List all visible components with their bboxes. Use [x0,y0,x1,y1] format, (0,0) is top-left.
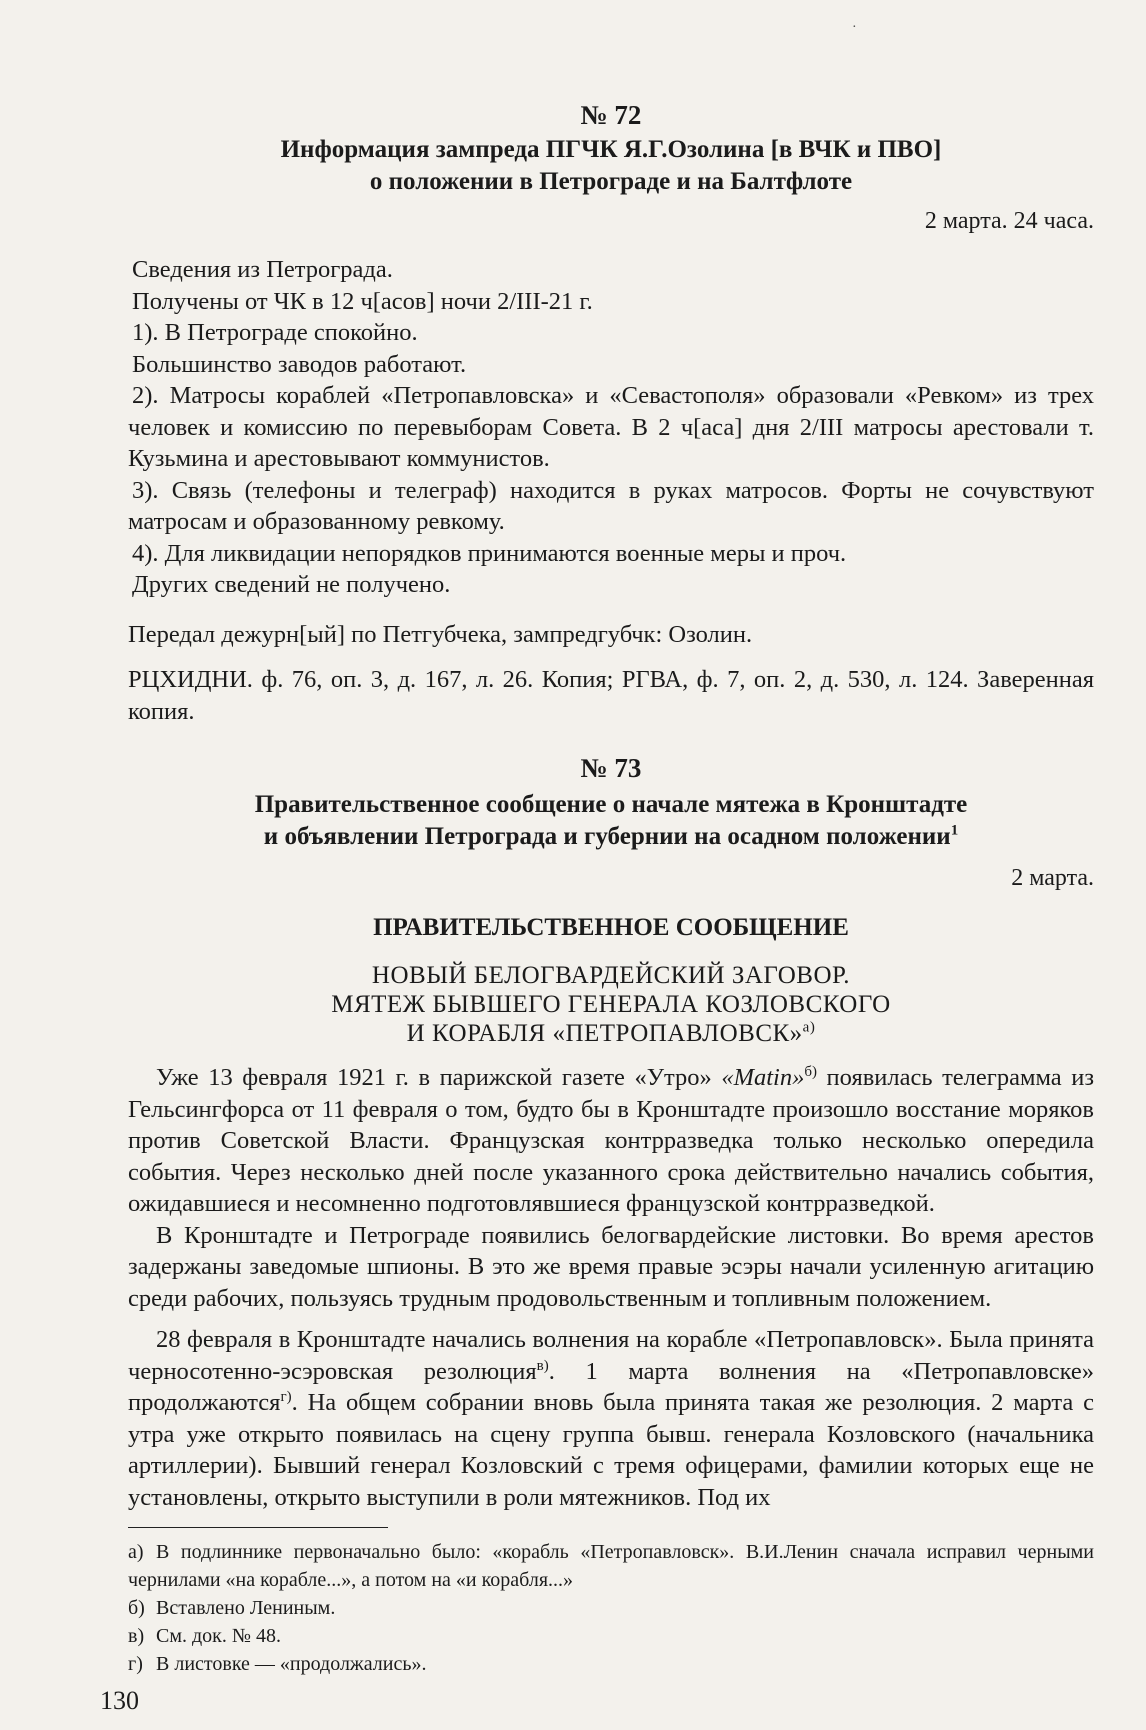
page-number: 130 [100,1686,139,1715]
doc73-title-line2-text: и объявлении Петрограда и губернии на осадном положении [263,823,951,850]
doc72-line3: 1). В Петрограде спокойно. [132,319,418,346]
doc73-paragraph3 [128,1324,1094,1513]
doc73-paragraph2: В Кронштадте и Петрограде появились белогвардейские листовки. Во время арестов задержаны заведомые шпионы. В это же время правые эсэры начали усиленную агитацию среди рабочих, пользуясь трудным продовольственным и топливным положением. [128,1221,1094,1312]
document-page [128,100,1094,1678]
doc73-paragraph3-note1: в) [536,1357,549,1374]
doc73-title-line2 [128,821,1094,853]
doc72-line4: Большинство заводов работают. [132,350,467,378]
doc73-number: № 73 [580,753,642,783]
doc73-subheading2: МЯТЕЖ БЫВШЕГО ГЕНЕРАЛА КОЗЛОВСКОГО [331,991,891,1018]
doc72-line2: Получены от ЧК в 12 ч[асов] ночи 2/III-21 г. [132,287,593,315]
footnote-a-text: В подлиннике первоначально было: «корабль «Петропавловск». В.И.Ленин сначала исправил черными чернилами «на корабле...», а потом на «и корабля...» [128,1541,1094,1591]
doc72-paragraph2: 2). Матросы кораблей «Петропавловска» и «Севастополя» образовали «Ревком» из трех человек и комиссию по перевыборам Совета. В 2 ч[аса] дня 2/III матросы арестовали т. Кузьмина и арестовывают коммунистов. [128,382,1094,472]
footnote-b-mark: б) [128,1597,145,1619]
doc72-line1: Сведения из Петрограда. [132,256,393,283]
doc72-date: 2 марта. 24 часа. [924,208,1094,234]
doc73-title-note: 1 [950,822,959,839]
doc73-subheading1: НОВЫЙ БЕЛОГВАРДЕЙСКИЙ ЗАГОВОР. [371,962,851,989]
doc73-subheading3 [128,1019,1094,1048]
footnote-v-text: См. док. № 48. [156,1625,281,1647]
print-mark: · [852,20,857,35]
footnote-g-text: В листовке — «продолжались». [156,1653,427,1675]
doc72-title-line1: Информация зампреда ПГЧК Я.Г.Озолина [в ВЧК и ПВО] [280,136,942,163]
doc73-paragraph1-start: Уже 13 февраля 1921 г. в парижской газете «Утро» [156,1064,722,1091]
footnote-g [128,1650,1094,1678]
doc73-heading: ПРАВИТЕЛЬСТВЕННОЕ СООБЩЕНИЕ [373,914,849,941]
doc72-title-line2: о положении в Петрограде и на Балтфлоте [369,168,853,195]
footnote-v-mark: в) [128,1625,145,1647]
footnote-b [128,1594,1094,1622]
doc73-paragraph1-rest: появилась телеграмма из Гельсингфорса от 11 февраля о том, будто бы в Кронштадте произошло восстание моряков против Советской Власти. Французская контрразведка только несколько опередила события. Через несколько дней после указанного срока действительно начались события, ожидавшиеся и несомненно подготовлявшиеся французской контрразведкой. [128,1064,1094,1217]
doc73-date: 2 марта. [1011,865,1094,891]
doc73-paragraph3-part3: . На общем собрании вновь была принята такая же резолюция. 2 марта с утра уже открыто появилась на сцену группа бывш. генерала Козловского (начальника артиллерии). Бывший генерал Козловский с тремя офицерами, фамилии которых еще не установлены, открыто выступили в роли мятежников. Под их [128,1389,1094,1511]
doc73-title-line1: Правительственное сообщение о начале мятежа в Кронштадте [254,791,968,818]
footnote-b-text: Вставлено Лениным. [156,1597,336,1619]
footnote-divider [128,1527,388,1528]
doc72-number: № 72 [580,100,642,130]
doc72-source: РЦХИДНИ. ф. 76, оп. 3, д. 167, л. 26. Копия; РГВА, ф. 7, оп. 2, д. 530, л. 124. Заверенная копия. [128,666,1094,725]
doc73-subheading3-text: И КОРАБЛЯ «ПЕТРОПАВЛОВСК» [406,1020,803,1047]
doc73-paragraph3-note2: г) [280,1388,292,1405]
doc72-paragraph5: Других сведений не получено. [132,571,451,598]
doc73-paragraph3-part1: 28 февраля в Кронштадте начались волнения на корабле «Петропавловск». Была принята черносотенно-эсэровская резолюция [128,1326,1094,1385]
footnote-a-mark: а) [128,1541,144,1563]
doc72-signature: Передал дежурн[ый] по Петгубчека, зампредгубчк: Озолин. [128,620,753,648]
doc73-subheading3-note: а) [802,1019,816,1036]
doc73-paragraph1-note: б) [804,1063,818,1080]
doc73-paragraph3-part2: . 1 марта волнения на «Петропавловске» продолжаются [128,1357,1094,1416]
footnote-g-mark: г) [128,1653,143,1675]
doc72-paragraph4: 4). Для ликвидации непорядков принимаются военные меры и проч. [132,539,847,567]
footnote-a [128,1538,1094,1594]
doc72-paragraph3: 3). Связь (телефоны и телеграф) находится в руках матросов. Форты не сочувствуют матросам и образованному ревкому. [128,476,1094,535]
footnotes [128,1538,1094,1678]
doc73-paragraph1 [128,1062,1094,1220]
footnote-v [128,1622,1094,1650]
doc73-matin: «Matin» [721,1064,805,1091]
